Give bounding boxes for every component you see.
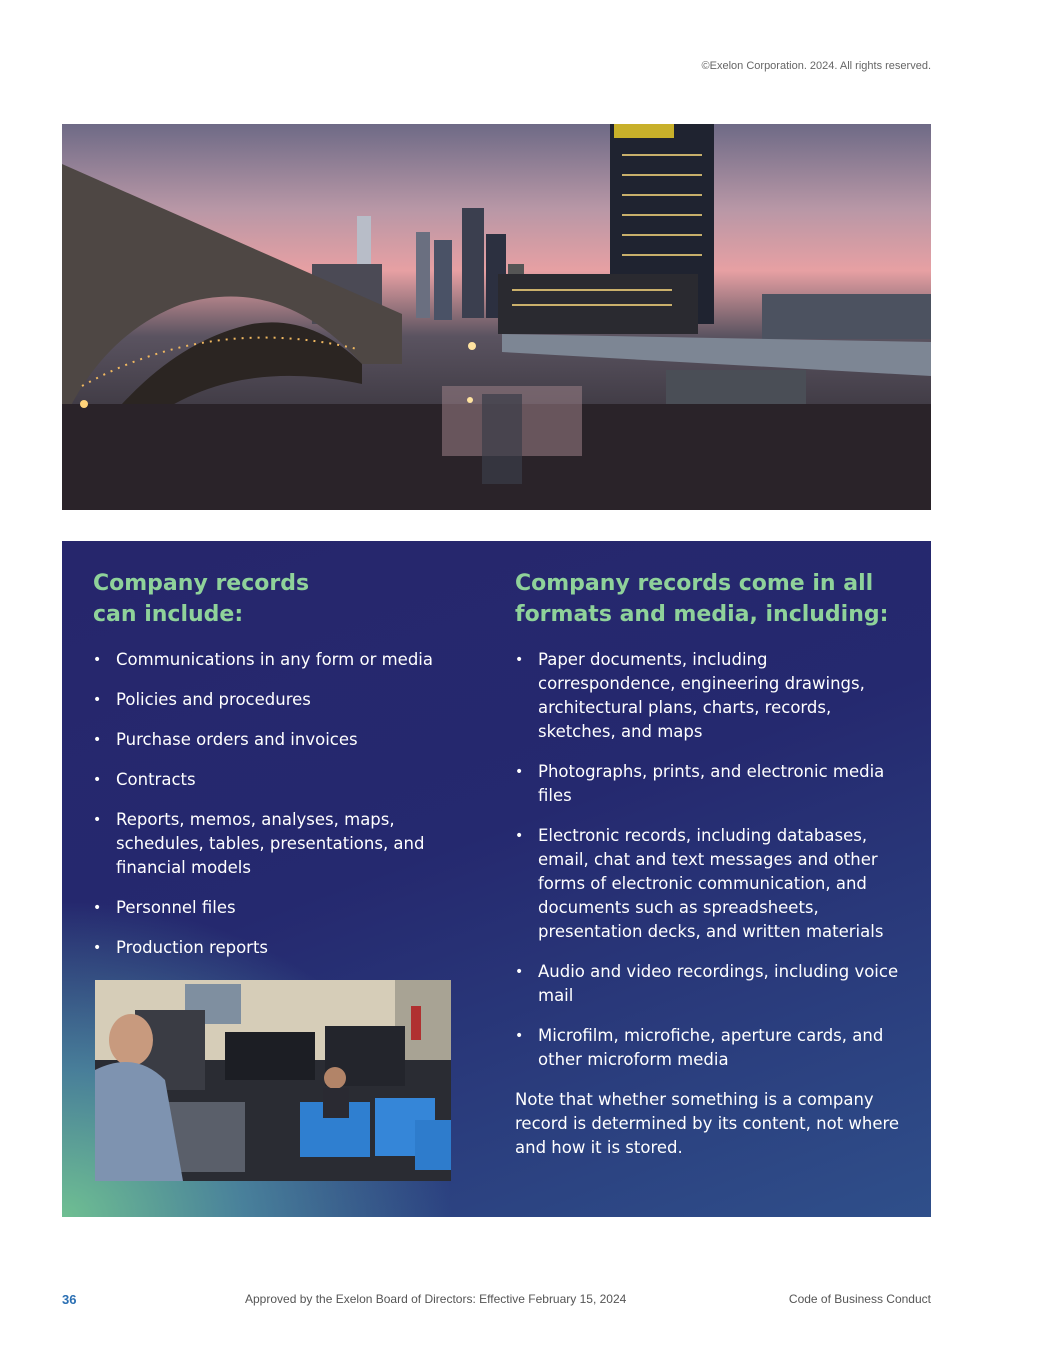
list-item: • Microfilm, microfiche, aperture cards, and other microform media bbox=[515, 1026, 884, 1069]
left-heading-line1: Company records bbox=[93, 571, 310, 596]
company-records-list bbox=[93, 648, 463, 960]
bullet-icon: • bbox=[515, 764, 524, 780]
right-column bbox=[515, 568, 905, 1160]
bullet-icon: • bbox=[93, 900, 102, 916]
list-item: • Purchase orders and invoices bbox=[93, 728, 463, 752]
right-heading-line1: Company records come in all bbox=[515, 571, 874, 596]
bullet-icon: • bbox=[93, 812, 102, 828]
city-skyline-photo bbox=[62, 124, 931, 510]
list-item: • Policies and procedures bbox=[93, 688, 463, 712]
list-item: • Personnel files bbox=[93, 896, 463, 920]
list-item: • Photographs, prints, and electronic media files bbox=[515, 762, 885, 805]
list-item: • Contracts bbox=[93, 768, 463, 792]
office-workers-photo bbox=[95, 980, 451, 1181]
list-item: • Electronic records, including databases, email, chat and text messages and other forms of electronic communication, and documents such as spreadsheets, presentation decks, and written materials bbox=[515, 826, 884, 941]
records-note: Note that whether something is a company record is determined by its content, not where and how it is stored. bbox=[515, 1090, 900, 1157]
left-heading-line2: can include: bbox=[93, 602, 244, 627]
document-title: Code of Business Conduct bbox=[788, 1292, 931, 1306]
list-item: • Production reports bbox=[93, 936, 463, 960]
bullet-icon: • bbox=[93, 940, 102, 956]
left-heading bbox=[93, 568, 463, 630]
right-heading-line2: formats and media, including: bbox=[515, 602, 889, 627]
bullet-icon: • bbox=[93, 652, 102, 668]
right-heading bbox=[515, 568, 905, 630]
list-item: • Paper documents, including correspondence, engineering drawings, architectural plans, charts, records, sketches, and maps bbox=[515, 650, 865, 741]
bullet-icon: • bbox=[515, 652, 524, 668]
bullet-icon: • bbox=[515, 964, 524, 980]
approval-notice: Approved by the Exelon Board of Directors: Effective February 15, 2024 bbox=[245, 1292, 627, 1306]
bullet-icon: • bbox=[515, 1028, 524, 1044]
bullet-icon: • bbox=[93, 772, 102, 788]
bullet-icon: • bbox=[93, 692, 102, 708]
left-column bbox=[93, 568, 463, 976]
list-item: • Communications in any form or media bbox=[93, 648, 463, 672]
list-item: • Reports, memos, analyses, maps, schedules, tables, presentations, and financial models bbox=[93, 810, 425, 877]
records-formats-list bbox=[515, 648, 905, 1072]
list-item: • Audio and video recordings, including voice mail bbox=[515, 962, 899, 1005]
page-number: 36 bbox=[62, 1292, 77, 1307]
bullet-icon: • bbox=[93, 732, 102, 748]
copyright-notice: ©Exelon Corporation. 2024. All rights reserved. bbox=[701, 60, 931, 72]
bullet-icon: • bbox=[515, 828, 524, 844]
records-panel bbox=[62, 541, 931, 1217]
